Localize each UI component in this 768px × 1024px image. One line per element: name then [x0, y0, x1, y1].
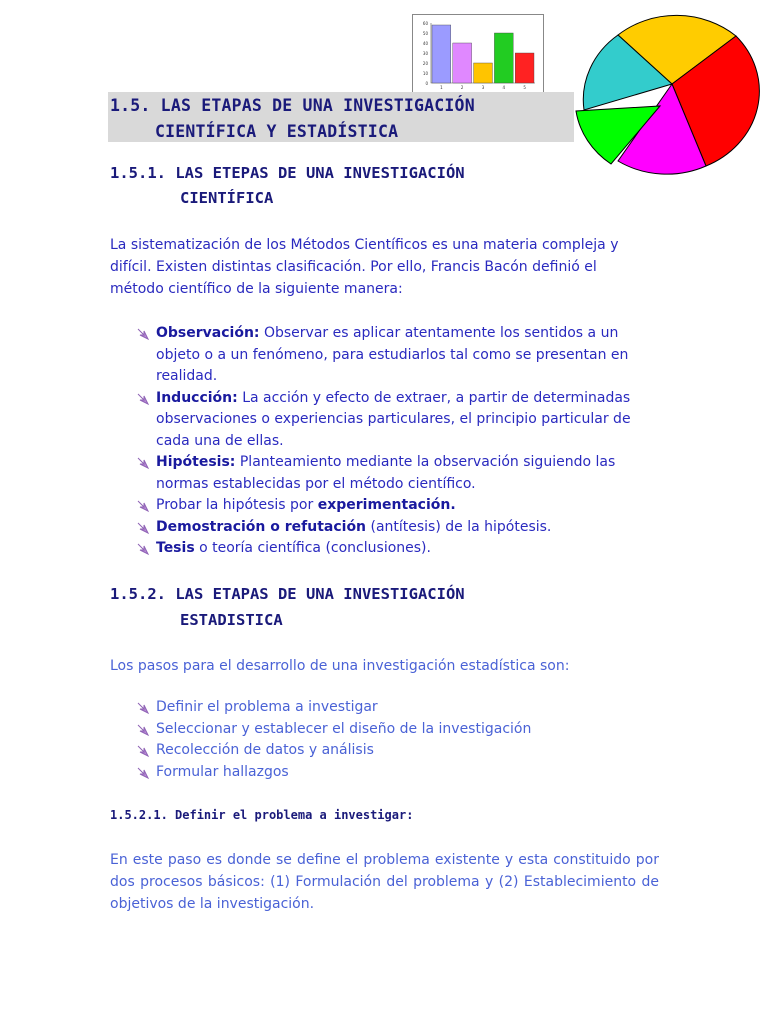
arrow-bullet-icon — [136, 701, 150, 715]
text-observacion-a: Observar es aplicar atentamente los sentidos a un — [259, 325, 619, 341]
bar-chart-tick-label: 30 — [422, 51, 428, 56]
section-1-5-1-heading: 1.5.1. LAS ETEPAS DE UNA INVESTIGACIÓN — [110, 164, 465, 182]
text-induccion-b: observaciones o experiencias particulares, el principio particular de — [156, 411, 631, 427]
bar-chart-bar — [494, 33, 513, 83]
list-item-demostracion — [130, 517, 660, 539]
text-induccion-a: La acción y efecto de extraer, a partir de determinadas — [237, 389, 631, 406]
bar-chart-category-label: 5 — [523, 85, 526, 90]
arrow-bullet-icon — [136, 521, 150, 535]
main-title-line-1 — [110, 96, 475, 115]
main-title-text: LAS ETAPAS DE UNA INVESTIGACIÓN — [150, 96, 475, 115]
term-hipotesis: Hipótesis: — [156, 454, 236, 470]
list-item-experimentacion — [130, 495, 660, 517]
steps-list — [130, 697, 660, 783]
main-title-line-2: CIENTÍFICA Y ESTADÍSTICA — [155, 122, 399, 141]
intro-paragraph — [110, 234, 670, 300]
main-title-number: 1.5. — [110, 96, 151, 115]
bar-chart-illustration — [412, 14, 544, 96]
step-item — [130, 697, 660, 719]
arrow-bullet-icon — [136, 744, 150, 758]
step-text: Definir el problema a investigar — [156, 699, 378, 715]
scientific-method-list — [130, 323, 660, 560]
term-observacion: Observación: — [156, 325, 260, 341]
arrow-bullet-icon — [136, 456, 150, 470]
step-text: Seleccionar y establecer el diseño de la investigación — [156, 720, 532, 737]
intro-line-3: método científico de la siguiente manera: — [110, 281, 403, 297]
step-item — [130, 719, 660, 741]
closing-paragraph: En este paso es donde se define el problema existente y esta constituido por dos procesos básicos: (1) Formulación del problema y (2) Establecimiento de objetivos de la investigación. — [110, 852, 659, 912]
bar-chart-category-label: 1 — [440, 85, 443, 90]
text-hipotesis-a: Planteamiento mediante la observación siguiendo las — [235, 454, 616, 470]
bar-chart-tick-label: 50 — [422, 31, 428, 36]
bar-chart-tick-label: 60 — [422, 21, 428, 26]
bar-chart-tick-label: 20 — [422, 61, 428, 66]
text-experimentacion: Probar la hipótesis por — [156, 497, 318, 513]
text-induccion-c: cada una de ellas. — [156, 432, 284, 449]
bar-chart-bar — [453, 43, 472, 83]
text-observacion-b: objeto o a un fenómeno, para estudiarlos tal como se presentan en — [156, 346, 629, 363]
text-demostracion: (antítesis) de la hipótesis. — [366, 518, 552, 535]
bar-chart-category-label: 3 — [481, 85, 485, 90]
list-item-tesis — [130, 538, 660, 560]
bar-chart-category-label: 4 — [502, 85, 506, 90]
bar-chart-category-label: 2 — [460, 85, 464, 90]
arrow-bullet-icon — [136, 499, 150, 513]
section-1-5-2-heading: 1.5.2. LAS ETAPAS DE UNA INVESTIGACIÓN — [110, 585, 465, 603]
text-tesis: o teoría científica (conclusiones). — [194, 540, 431, 556]
bar-chart-tick-label: 40 — [422, 41, 428, 46]
intro-line-1: La sistematización de los Métodos Científicos es una materia compleja y — [110, 237, 619, 253]
arrow-bullet-icon — [136, 327, 150, 341]
bar-chart-svg — [413, 15, 543, 95]
arrow-bullet-icon — [136, 542, 150, 556]
term-demostracion: Demostración o refutación — [156, 518, 367, 535]
section-1-5-2-1-heading: 1.5.2.1. Definir el problema a investigar: — [110, 808, 414, 822]
intro-line-2: difícil. Existen distintas clasificación. Por ello, Francis Bacón definió el — [110, 259, 597, 275]
arrow-bullet-icon — [136, 392, 150, 406]
list-item-hipotesis — [130, 452, 660, 495]
list-item-induccion — [130, 388, 660, 453]
bar-chart-bar — [515, 53, 534, 83]
term-induccion: Inducción: — [156, 389, 238, 406]
pasos-intro: Los pasos para el desarrollo de una investigación estadística son: — [110, 658, 570, 674]
step-item — [130, 740, 660, 762]
text-observacion-c: realidad. — [156, 368, 218, 384]
bar-chart-tick-label: 0 — [425, 81, 428, 86]
term-tesis: Tesis — [156, 540, 195, 556]
bar-chart-bar — [432, 25, 451, 83]
section-1-5-2-heading-line-2: ESTADISTICA — [180, 611, 283, 629]
step-item — [130, 762, 660, 784]
step-text: Formular hallazgos — [156, 763, 289, 780]
pie-chart-illustration — [566, 6, 762, 180]
term-experimentacion: experimentación. — [317, 497, 456, 513]
pie-chart-svg — [566, 6, 762, 180]
text-hipotesis-b: normas establecidas por el método científico. — [156, 475, 476, 492]
section-1-5-1-heading-line-2: CIENTÍFICA — [180, 189, 274, 207]
arrow-bullet-icon — [136, 766, 150, 780]
arrow-bullet-icon — [136, 723, 150, 737]
bar-chart-bar — [474, 63, 493, 83]
list-item-observacion — [130, 323, 660, 388]
bar-chart-tick-label: 10 — [422, 71, 428, 76]
step-text: Recolección de datos y análisis — [156, 742, 374, 758]
